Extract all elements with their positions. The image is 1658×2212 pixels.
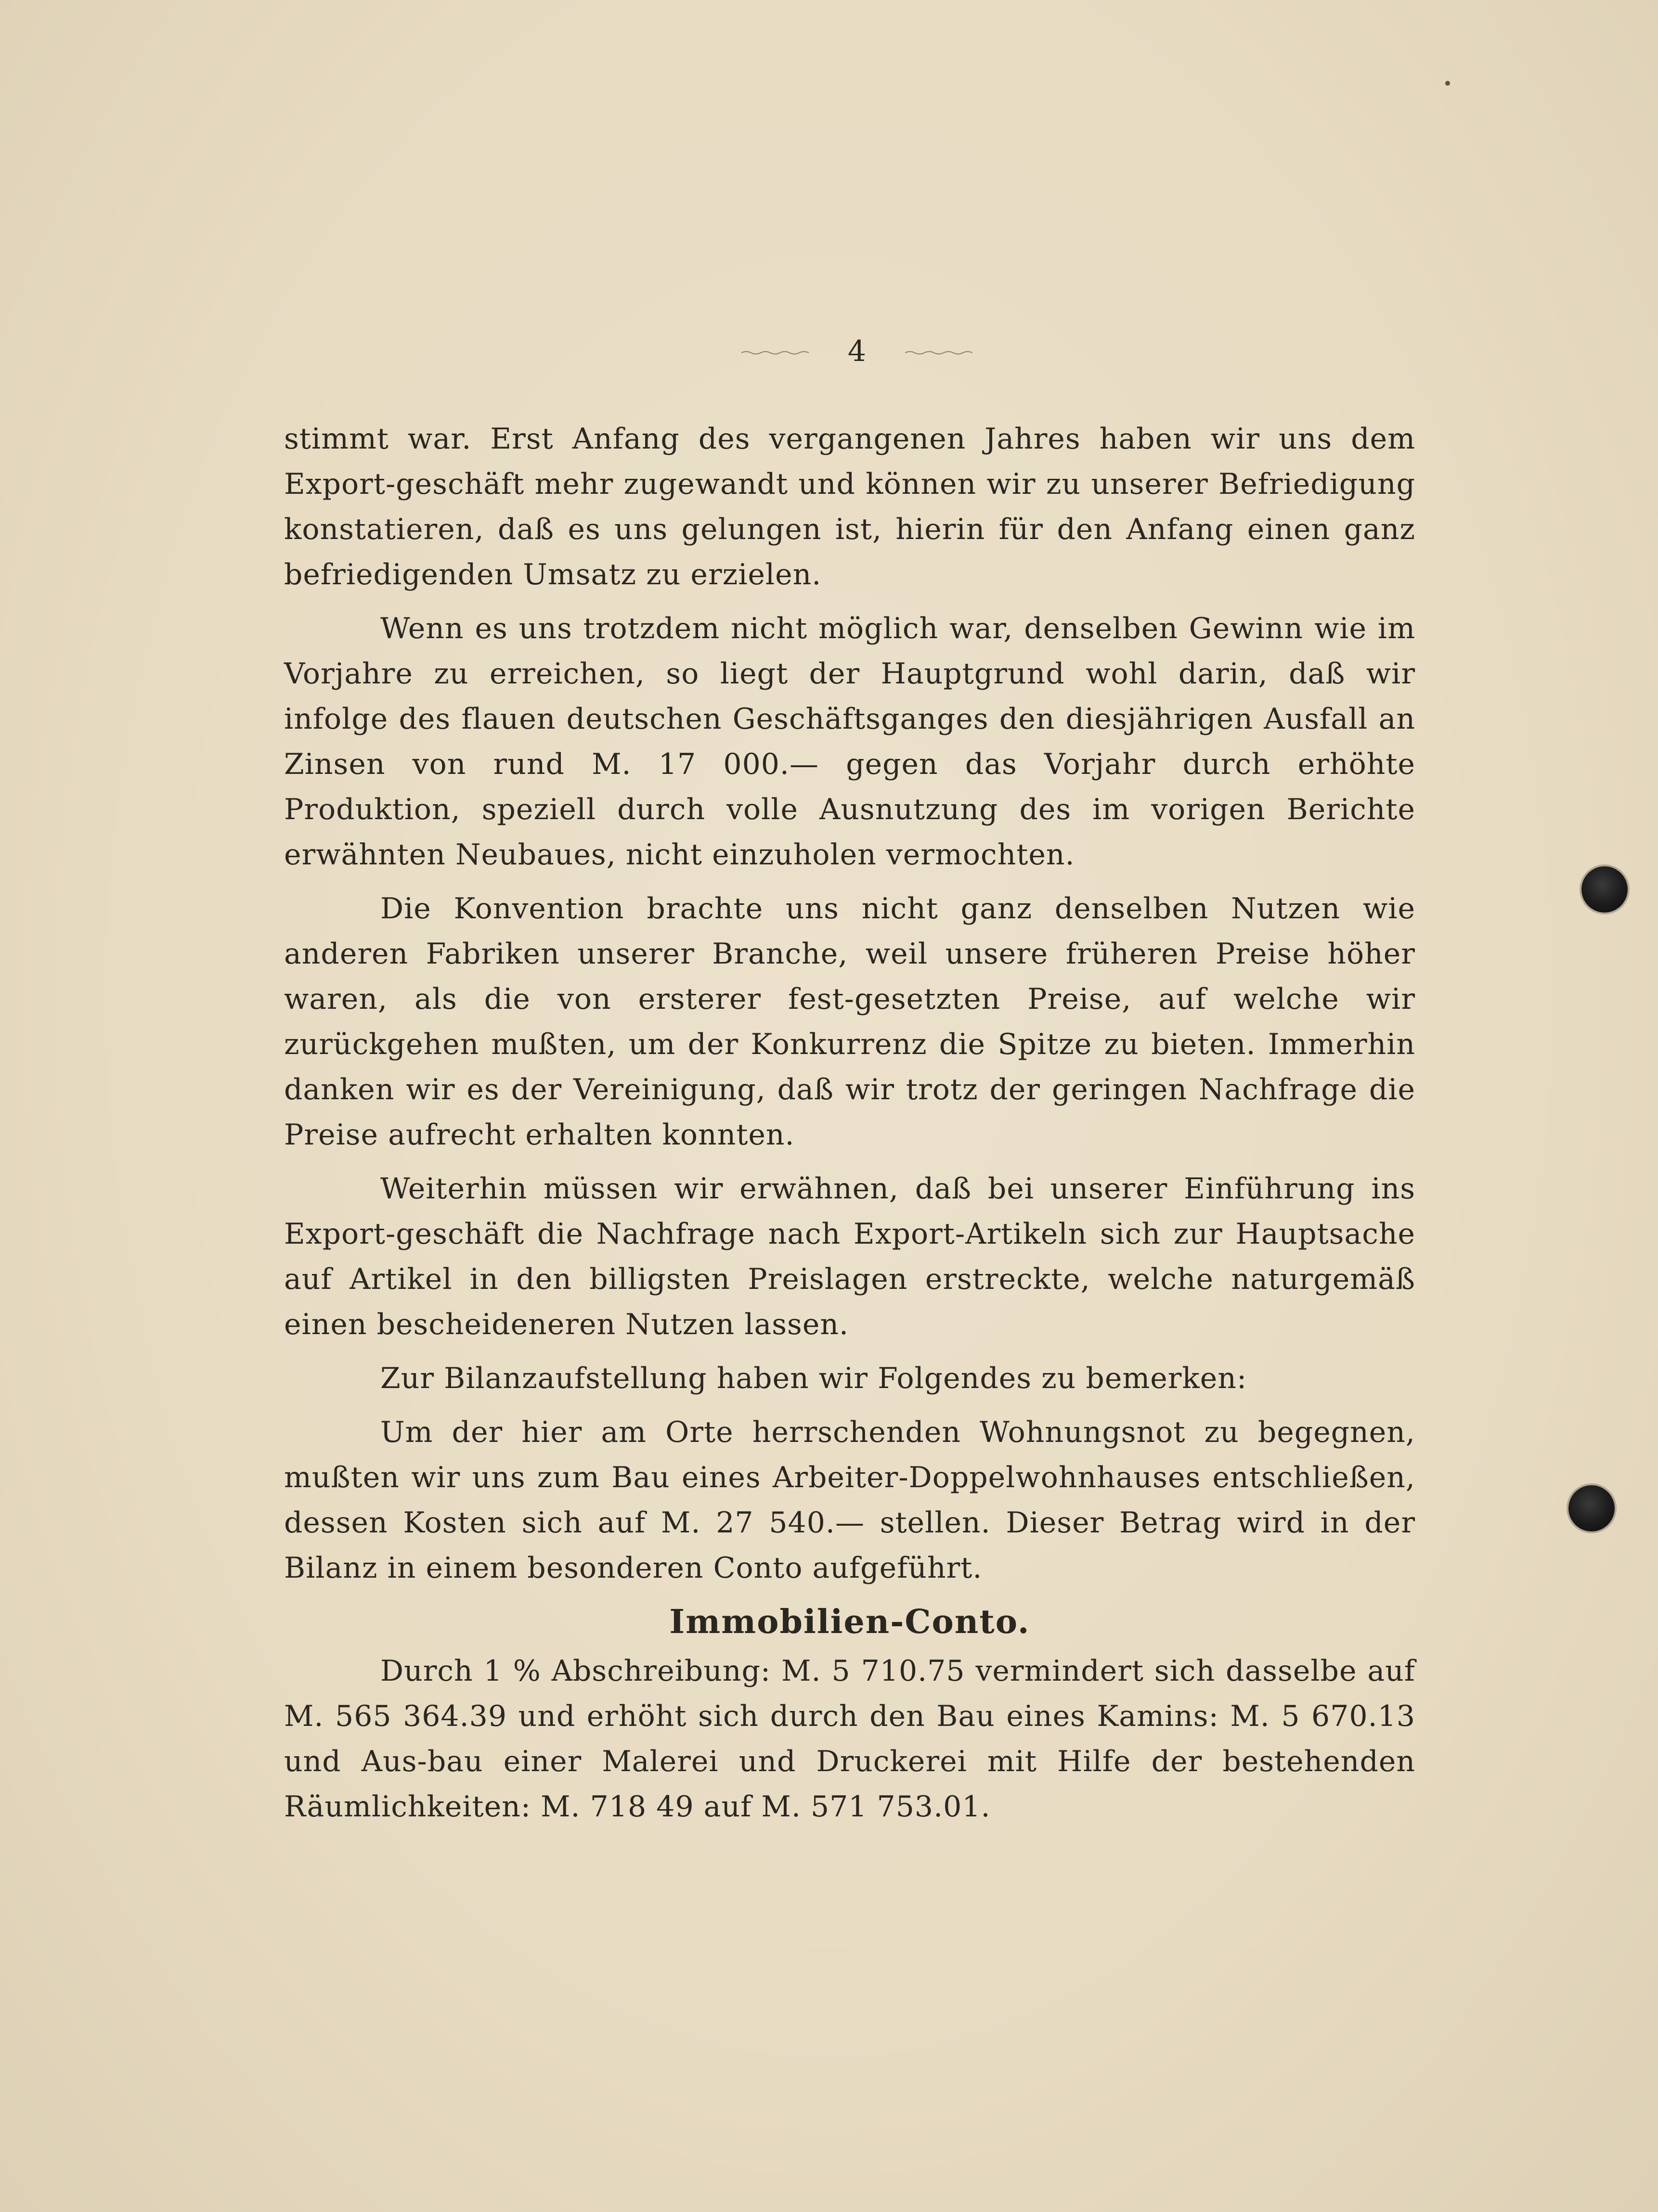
paragraph-convention: Die Konvention brachte uns nicht ganz denselben Nutzen wie anderen Fabriken unserer Branche, weil unsere früheren Preise höher waren, als die von ersterer fest-gesetzten Preise, auf welche wir zurückgehen mußten, um der Konkurrenz die Spitze zu bieten. Immerhin danken wir es der Vereinigung, daß wir trotz der geringen Nachfrage die Preise aufrecht erhalten konnten. <box>284 892 1415 1152</box>
page-header <box>722 332 992 371</box>
paragraph-export-articles: Weiterhin müssen wir erwähnen, daß bei unserer Einführung ins Export-geschäft die Nachfrage nach Export-Artikeln sich zur Hauptsache auf Artikel in den billigsten Preislagen erstreckte, welche naturgemäß einen bescheideneren Nutzen lassen. <box>284 1172 1415 1341</box>
punch-hole-upper <box>1581 866 1628 913</box>
paper-speck <box>1445 81 1450 86</box>
paragraph-balance-intro: Zur Bilanzaufstellung haben wir Folgendes zu bemerken: <box>380 1362 1247 1395</box>
paragraph-export-business: stimmt war. Erst Anfang des vergangenen Jahres haben wir uns dem Export-geschäft mehr zugewandt und können wir zu unserer Befriedigung konstatieren, daß es uns gelungen ist, hierin für den Anfang einen ganz befriedigenden Umsatz zu erzielen. <box>284 422 1415 592</box>
left-flourish-ornament <box>741 350 809 355</box>
right-flourish-ornament <box>905 350 972 355</box>
body-text <box>284 416 1415 1838</box>
paragraph-profit-comparison: Wenn es uns trotzdem nicht möglich war, denselben Gewinn wie im Vorjahre zu erreichen, so liegt der Hauptgrund wohl darin, daß wir infolge des flauen deutschen Geschäftsganges den diesjährigen Ausfall an Zinsen von rund M. 17 000.— gegen das Vorjahr durch erhöhte Produktion, speziell durch volle Ausnutzung des im vorigen Berichte erwähnten Neubaues, nicht einzuholen vermochten. <box>284 612 1415 872</box>
paragraph-immobilien-conto: Durch 1 % Abschreibung: M. 5 710.75 vermindert sich dasselbe auf M. 565 364.39 und erhöht sich durch den Bau eines Kamins: M. 5 670.13 und Aus-bau einer Malerei und Druckerei mit Hilfe der bestehenden Räumlichkeiten: M. 718 49 auf M. 571 753.01. <box>284 1654 1415 1824</box>
paragraph-housing: Um der hier am Orte herrschenden Wohnungsnot zu begegnen, mußten wir uns zum Bau eines Arbeiter-Doppelwohnhauses entschließen, dessen Kosten sich auf M. 27 540.— stellen. Dieser Betrag wird in der Bilanz in einem besonderen Conto aufgeführt. <box>284 1415 1415 1585</box>
section-heading-immobilien-conto: Immobilien-Conto. <box>669 1603 1030 1641</box>
punch-hole-lower <box>1568 1485 1615 1531</box>
page-number: 4 <box>847 334 867 368</box>
